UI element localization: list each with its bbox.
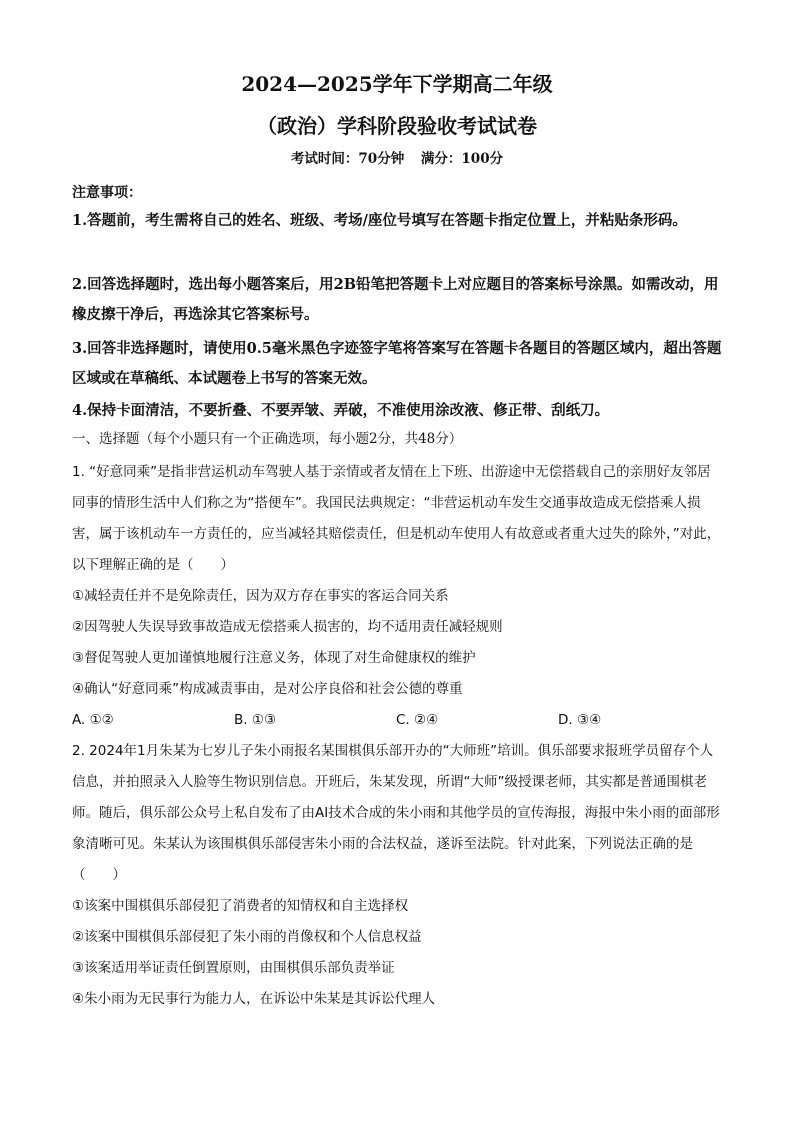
question-option: ③该案适用举证责任倒置原则，由围棋俱乐部负责举证 bbox=[72, 960, 395, 976]
choice-d: D. ③④ bbox=[558, 712, 602, 728]
question-1 bbox=[72, 457, 722, 736]
section-heading: 一、选择题（每个小题只有一个正确选项，每小题2分，共48分） bbox=[72, 431, 463, 447]
question-option: ④朱小雨为无民事行为能力人，在诉讼中朱某是其诉讼代理人 bbox=[72, 991, 436, 1007]
answer-choices bbox=[72, 705, 722, 736]
exam-time: 考试时间：70分钟 bbox=[290, 151, 405, 167]
choice-b: B. ①③ bbox=[234, 712, 277, 728]
question-option: ②因驾驶人失误导致事故造成无偿搭乘人损害的，均不适用责任减轻规则 bbox=[72, 619, 503, 635]
full-score: 满分：100分 bbox=[420, 151, 504, 167]
question-2 bbox=[72, 736, 722, 1015]
notice-rule: 4.保持卡面清洁，不要折叠、不要弄皱、弄破，不准使用涂改液、修正带、刮纸刀。 bbox=[72, 402, 610, 419]
notice-rule: 1.答题前，考生需将自己的姓名、班级、考场/座位号填写在答题卡指定位置上，并粘贴条形码。 bbox=[72, 212, 687, 229]
question-option: ③督促驾驶人更加谨慎地履行注意义务，体现了对生命健康权的维护 bbox=[72, 650, 476, 666]
notice-rule: 3.回答非选择题时，请使用0.5毫米黑色字迹签字笔将答案写在答题卡各题目的答题区域内，超出答题区域或在草稿纸、本试题卷上书写的答案无效。 bbox=[72, 340, 722, 387]
exam-meta bbox=[0, 150, 794, 168]
exam-title-line1: 2024—2025学年下学期高二年级 bbox=[241, 72, 553, 96]
choice-a: A. ①② bbox=[72, 712, 114, 728]
notice-heading: 注意事项： bbox=[72, 185, 142, 201]
choice-c: C. ②④ bbox=[396, 712, 439, 728]
question-stem: 2. 2024年1月朱某为七岁儿子朱小雨报名某围棋俱乐部开办的“大师班”培训。俱乐部要求报班学员留存个人信息，并拍照录入人脸等生物识别信息。开班后，朱某发现，所谓“大师”级授课老师，其实都是普通围棋老师。随后，俱乐部公众号上私自发布了由AI技术合成的朱小雨和其他学员的宣传海报，海报中朱小雨的面部形象清晰可见。朱某认为该围棋俱乐部侵害朱小雨的合法权益，遂诉至法院。针对此案，下列说法正确的是（ ） bbox=[72, 743, 720, 883]
question-option: ①该案中围棋俱乐部侵犯了消费者的知情权和自主选择权 bbox=[72, 898, 409, 914]
notice-rule: 2.回答选择题时，选出每小题答案后，用2B铅笔把答题卡上对应题目的答案标号涂黑。如需改动，用橡皮擦干净后，再选涂其它答案标号。 bbox=[72, 276, 719, 323]
question-stem: 1. “好意同乘”是指非营运机动车驾驶人基于亲情或者友情在上下班、出游途中无偿搭载自己的亲朋好友邻居同事的情形生活中人们称之为“搭便车”。我国民法典规定：“非营运机动车发生交通事故造成无偿搭乘人损害，属于该机动车一方责任的，应当减轻其赔偿责任，但是机动车使用人有故意或者重大过失的除外，”对此，以下理解正确的是（ ） bbox=[72, 464, 721, 573]
question-option: ①减轻责任并不是免除责任，因为双方存在事实的客运合同关系 bbox=[72, 588, 449, 604]
exam-title-line2: （政治）学科阶段验收考试试卷 bbox=[257, 114, 537, 138]
question-option: ④确认“好意同乘”构成减责事由，是对公序良俗和社会公德的尊重 bbox=[72, 681, 463, 697]
question-option: ②该案中围棋俱乐部侵犯了朱小雨的肖像权和个人信息权益 bbox=[72, 929, 422, 945]
